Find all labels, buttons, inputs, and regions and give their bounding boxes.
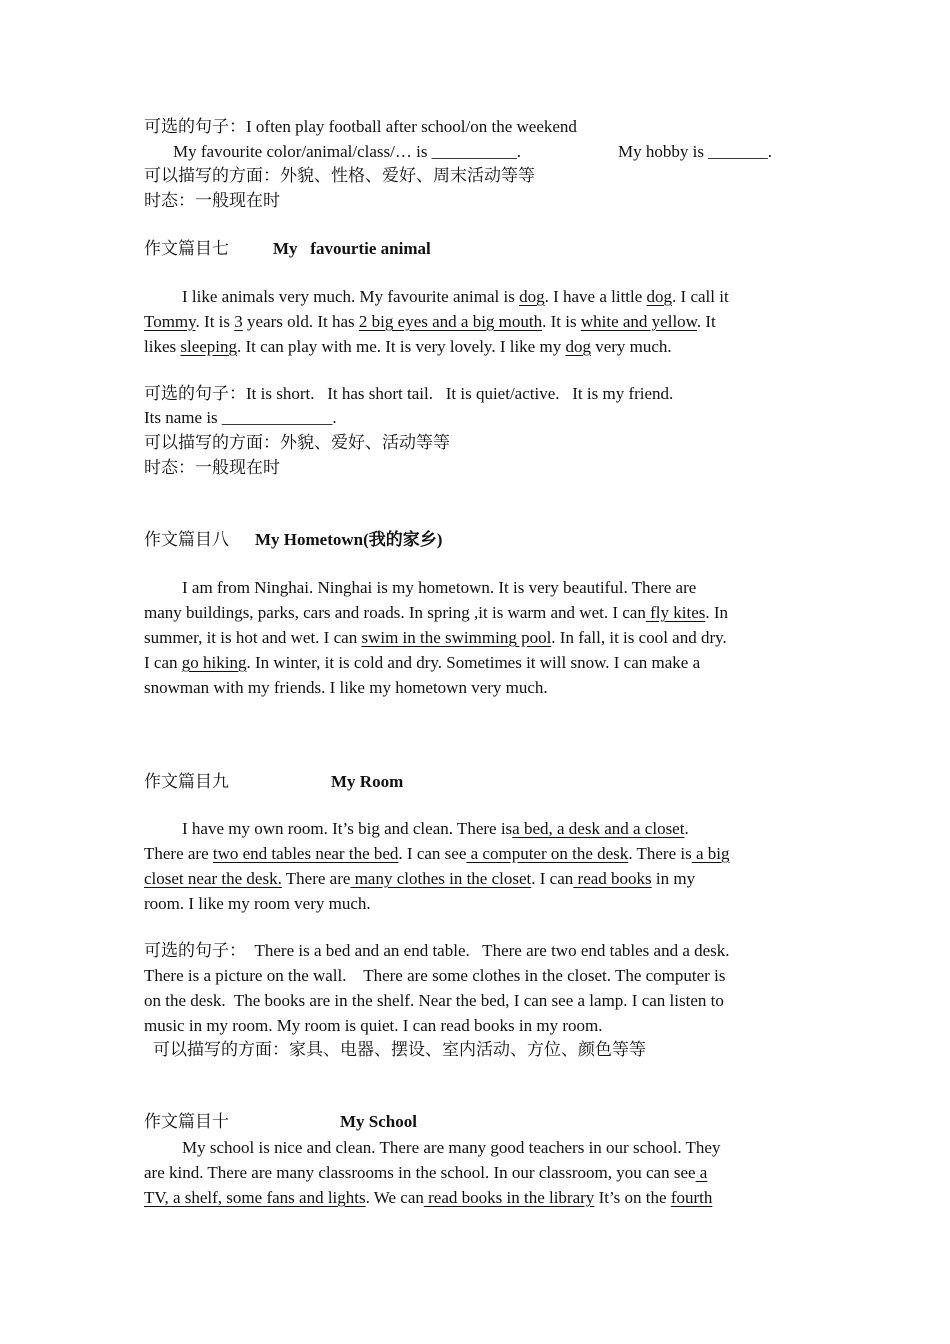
underlined-phrase: many clothes in the closet [350, 869, 532, 888]
text: It’s on the [594, 1188, 671, 1207]
essay7-para-line-2 [144, 310, 716, 334]
text: . I can see [398, 844, 467, 863]
essay8-para-line-1 [182, 576, 696, 600]
essay9-para-line-3 [144, 867, 695, 891]
underlined-phrase: a computer on the desk [466, 844, 629, 863]
essay9-title: My Room [331, 772, 404, 791]
text: I can [144, 653, 182, 672]
text: are kind. There are many classrooms in the school. In our classroom, you can see [144, 1163, 696, 1182]
essay8-para-line-4 [144, 651, 700, 675]
essay9-optional-line-2: There is a picture on the wall. There are some clothes in the closet. The computer is [144, 966, 726, 985]
essay7-optional-sentences: 可选的句子：It is short. It has short tail. It is quiet/active. It is my friend. [144, 384, 674, 403]
text: . In winter, it is cold and dry. Sometimes it will snow. I can make a [246, 653, 701, 672]
underlined-phrase: dog [519, 287, 545, 306]
essay9-heading-label: 作文篇目九 [144, 772, 229, 791]
underlined-phrase: two end tables near the bed [212, 844, 399, 863]
essay9-para-line-1 [182, 817, 689, 841]
essay10-para-line-3 [144, 1186, 712, 1210]
essay8-title: My Hometown(我的家乡) [255, 530, 443, 549]
text: many buildings, parks, cars and roads. In spring ,it is warm and wet. I can [144, 603, 646, 622]
text: I am from Ninghai. Ninghai is my hometown. It is very beautiful. There are [182, 578, 697, 597]
intro-line-1: 可选的句子：I often play football after school/on the weekend [144, 117, 577, 136]
text: summer, it is hot and wet. I can [144, 628, 362, 647]
text: . It [696, 312, 716, 331]
essay7-tense: 时态：一般现在时 [144, 458, 280, 477]
text: . [684, 819, 689, 838]
underlined-phrase: a [695, 1163, 708, 1182]
essay7-para-line-3 [144, 335, 672, 359]
underlined-phrase: read books in the library [423, 1188, 595, 1207]
underlined-phrase: TV, a shelf, some fans and lights [144, 1188, 366, 1207]
text: room. I like my room very much. [144, 894, 371, 913]
essay7-heading-label: 作文篇目七 [144, 239, 229, 258]
text: I like animals very much. My favourite animal is [182, 287, 520, 306]
text: . In fall, it is cool and dry. [551, 628, 727, 647]
underlined-phrase: go hiking [181, 653, 247, 672]
text: . In [705, 603, 729, 622]
essay7-title: My favourtie animal [273, 239, 431, 258]
underlined-phrase: sleeping [180, 337, 238, 356]
essay9-aspects: 可以描写的方面：家具、电器、摆设、室内活动、方位、颜色等等 [153, 1040, 646, 1059]
text: likes [144, 337, 181, 356]
essay9-para-line-2 [144, 842, 730, 866]
text: . I have a little [544, 287, 647, 306]
underlined-phrase: swim in the swimming pool [361, 628, 552, 647]
text: . It is [195, 312, 235, 331]
essay8-heading-label: 作文篇目八 [144, 530, 229, 549]
essay9-optional-line-4: music in my room. My room is quiet. I can read books in my room. [144, 1016, 603, 1035]
text: My school is nice and clean. There are many good teachers in our school. They [182, 1138, 721, 1157]
text: . There is [628, 844, 692, 863]
essay9-optional-line-1: 可选的句子： There is a bed and an end table. There are two end tables and a desk. [144, 941, 730, 960]
underlined-phrase: white and yellow [580, 312, 697, 331]
text: . I can [531, 869, 574, 888]
essay7-aspects: 可以描写的方面：外貌、爱好、活动等等 [144, 433, 450, 452]
text: . We can [365, 1188, 424, 1207]
essay8-para-line-5 [144, 676, 548, 700]
intro-line-3: 可以描写的方面：外貌、性格、爱好、周末活动等等 [144, 166, 535, 185]
essay8-para-line-3 [144, 626, 727, 650]
essay8-para-line-2 [144, 601, 728, 625]
text: . It is [542, 312, 581, 331]
underlined-phrase: a big [691, 844, 730, 863]
essay10-heading-label: 作文篇目十 [144, 1112, 229, 1131]
essay9-para-line-4 [144, 892, 371, 916]
intro-line-2b: My hobby is _______. [618, 142, 772, 161]
intro-line-2a: My favourite color/animal/class/… is __________. [173, 142, 521, 161]
text: There are [144, 844, 213, 863]
intro-line-4: 时态：一般现在时 [144, 191, 280, 210]
underlined-phrase: 2 big eyes and a big mouth [358, 312, 543, 331]
text: very much. [590, 337, 672, 356]
text: snowman with my friends. I like my hometown very much. [144, 678, 548, 697]
text: years old. It has [242, 312, 359, 331]
underlined-phrase: read books [573, 869, 652, 888]
essay7-optional-sentences-2: Its name is _____________. [144, 408, 337, 427]
text: . I call it [672, 287, 729, 306]
underlined-phrase: 3 [234, 312, 243, 331]
essay10-para-line-2 [144, 1161, 707, 1185]
text: I have my own room. It’s big and clean. There is [182, 819, 513, 838]
essay10-title: My School [340, 1112, 417, 1131]
underlined-phrase: closet near the desk. [144, 869, 282, 888]
underlined-phrase: a bed, a desk and a closet [512, 819, 685, 838]
text: There are [281, 869, 351, 888]
underlined-phrase: Tommy [144, 312, 196, 331]
text: . It can play with me. It is very lovely. I like my [237, 337, 566, 356]
underlined-phrase: dog [565, 337, 591, 356]
essay10-para-line-1 [182, 1136, 720, 1160]
essay9-optional-line-3: on the desk. The books are in the shelf. Near the bed, I can see a lamp. I can listen to [144, 991, 724, 1010]
text: in my [651, 869, 696, 888]
essay7-para-line-1 [182, 285, 729, 309]
underlined-phrase: fly kites [645, 603, 706, 622]
underlined-phrase: fourth [670, 1188, 713, 1207]
underlined-phrase: dog [646, 287, 673, 306]
